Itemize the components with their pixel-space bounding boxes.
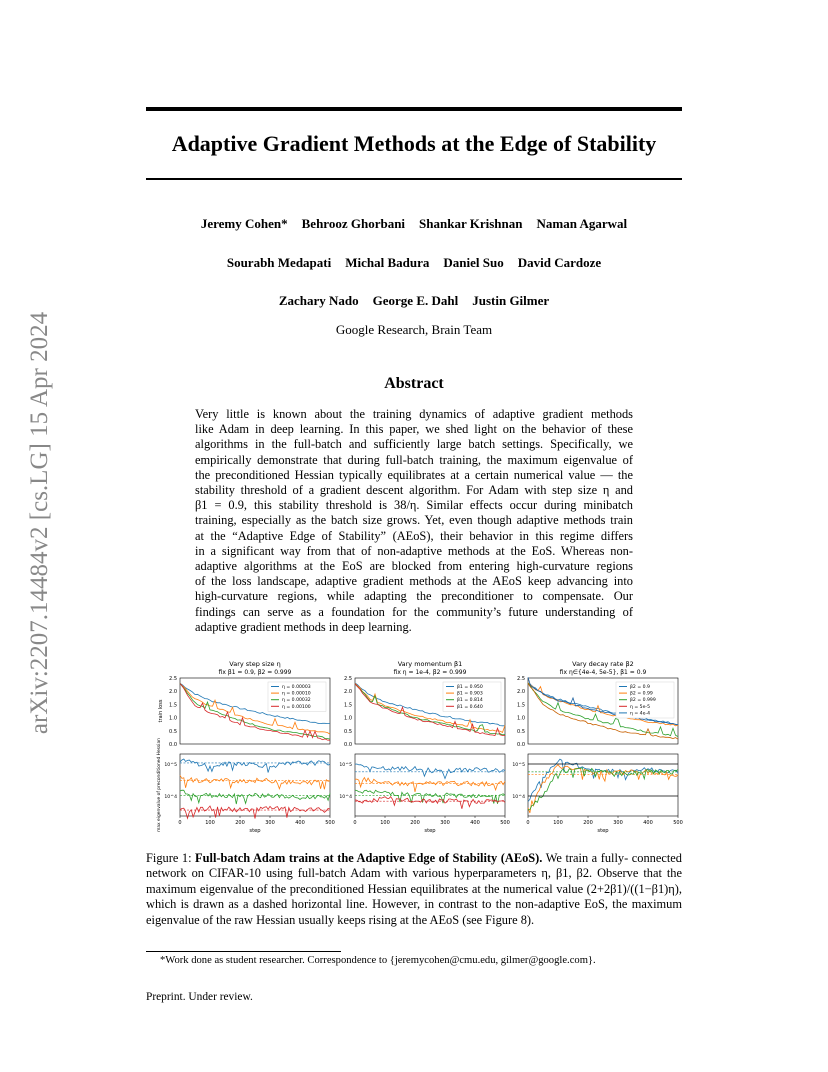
x-tick-label: 0 xyxy=(526,820,530,826)
y-tick-label: 10^4 xyxy=(512,795,525,800)
y-tick-label: 0.5 xyxy=(169,728,177,735)
series-line xyxy=(180,806,330,819)
abstract-line: the preconditioned Hessian typically equilibrates at a certain numerical value — the xyxy=(195,467,633,482)
abstract-line: stability threshold of a gradient descent algorithm. For Adam with step size η and xyxy=(195,483,633,498)
y-tick-label: 10^4 xyxy=(339,795,352,800)
legend-label: η = 0.00010 xyxy=(282,691,311,697)
author-name: David Cardoze xyxy=(517,255,602,270)
figure-caption xyxy=(146,851,682,928)
x-tick-label: 500 xyxy=(325,820,335,826)
caption-line: We train a fully- xyxy=(545,851,629,865)
panel-title: Vary momentum β1 xyxy=(397,660,463,668)
abstract-line: adaptive gradient methods in deep learning. xyxy=(195,619,412,634)
legend-label: η = 5e-5 xyxy=(630,704,651,710)
abstract-line: of the loss landscape, adaptive gradient methods at the AEoS keep advancing into xyxy=(195,574,633,589)
panel-subtitle: fix η = 1e-4, β2 = 0.999 xyxy=(393,669,467,676)
x-tick-label: 100 xyxy=(380,820,390,826)
y-tick-label: 2.0 xyxy=(517,689,525,696)
y-tick-label: 0.0 xyxy=(344,742,352,748)
x-tick-label: 100 xyxy=(553,820,563,826)
author-name: Behrooz Ghorbani xyxy=(301,216,406,231)
x-tick-label: 200 xyxy=(583,820,593,826)
panel-subtitle: fix η∈{4e-4, 5e-5}, β1 = 0.9 xyxy=(559,669,647,676)
x-tick-label: 400 xyxy=(470,820,480,826)
author-name: Daniel Suo xyxy=(443,255,504,270)
caption-line: value (2+2β1)/((1−β1)η), which is drawn as a dashed horizontal line. However, in contrast to the non-adaptive xyxy=(146,881,683,912)
legend-label: β1 = 0.640 xyxy=(457,704,483,710)
abstract-heading: Abstract xyxy=(384,375,444,392)
authors-row-3 xyxy=(146,293,682,309)
series-line xyxy=(528,759,678,801)
y-axis-label: train loss xyxy=(158,699,164,723)
x-tick-label: 300 xyxy=(613,820,623,826)
x-tick-label: 0 xyxy=(178,820,182,826)
caption-label: Figure 1: xyxy=(146,851,192,865)
x-tick-label: 200 xyxy=(410,820,420,826)
panel-subtitle: fix β1 = 0.9, β2 = 0.999 xyxy=(218,669,292,676)
abstract-line: at the “Adaptive Edge of Stability” (AEoS), their behavior in this regime differs xyxy=(195,528,633,543)
legend-label: β2 = 0.999 xyxy=(630,698,656,704)
x-tick-label: 100 xyxy=(205,820,215,826)
y-tick-label: 2.5 xyxy=(169,676,177,682)
x-tick-label: 300 xyxy=(440,820,450,826)
abstract-line: Very little is known about the training dynamics of adaptive gradient methods xyxy=(195,407,633,421)
abstract-line: training, especially as the batch size grows. Yet, even though adaptive methods train xyxy=(195,513,633,528)
y-axis-label: max eigenvalue of preconditioned Hessian xyxy=(157,738,162,832)
legend-label: β1 = 0.950 xyxy=(457,685,483,690)
y-tick-label: 1.0 xyxy=(517,715,525,722)
legend-label: β1 = 0.814 xyxy=(457,698,483,704)
footnote-rule xyxy=(146,951,341,952)
legend-label: β2 = 0.99 xyxy=(630,691,653,697)
y-tick-label: 10^5 xyxy=(164,763,177,768)
legend-label: β2 = 0.9 xyxy=(630,685,650,690)
top-rule xyxy=(146,107,682,111)
legend-label: η = 0.00100 xyxy=(282,704,311,710)
caption-line: EoS, the maximum eigenvalue of the raw Hessian usually keeps rising at the AEoS (see Figure 8). xyxy=(146,897,682,927)
y-tick-label: 10^5 xyxy=(512,763,525,768)
y-tick-label: 2.0 xyxy=(169,689,177,696)
y-tick-label: 10^4 xyxy=(164,795,177,800)
x-axis-label: step xyxy=(424,828,436,834)
x-tick-label: 400 xyxy=(295,820,305,826)
y-tick-label: 2.5 xyxy=(517,676,525,682)
y-tick-label: 1.0 xyxy=(344,715,352,722)
caption-bold: Full-batch Adam trains at the Adaptive Edge of Stability (AEoS). xyxy=(195,851,543,865)
author-name: Zachary Nado xyxy=(278,293,359,308)
abstract-line: findings can serve as a foundation for the community’s future understanding of xyxy=(195,604,633,619)
title-rule xyxy=(146,178,682,180)
panel-title: Vary decay rate β2 xyxy=(572,660,634,668)
abstract-line: in a significant way from that of non-adaptive methods at the EoS. Whereas non- xyxy=(195,543,633,558)
y-tick-label: 0.0 xyxy=(169,742,177,748)
series-line xyxy=(355,797,505,809)
author-name: Shankar Krishnan xyxy=(419,216,523,231)
legend-label: η = 0.00003 xyxy=(282,685,311,690)
panel-title: Vary step size η xyxy=(229,660,281,668)
author-name: Jeremy Cohen* xyxy=(200,216,288,231)
author-name: Naman Agarwal xyxy=(536,216,628,231)
x-axis-label: step xyxy=(597,828,609,834)
paper-title: Adaptive Gradient Methods at the Edge of Stability xyxy=(171,131,657,156)
abstract-line: like Adam in deep learning. In this paper, we shed light on the behavior of these xyxy=(195,422,633,437)
authors-row-1 xyxy=(146,216,682,232)
legend-label: η = 4e-4 xyxy=(630,711,651,717)
legend-label: β1 = 0.903 xyxy=(457,691,483,697)
y-tick-label: 1.5 xyxy=(517,702,525,709)
arxiv-identifier: arXiv:2207.14484v2 [cs.LG] 15 Apr 2024 xyxy=(26,311,53,735)
caption-line: Observe that the maximum eigenvalue of the preconditioned Hessian equilibrates at the numerical xyxy=(146,866,682,896)
caption-line: connected network on CIFAR-10 using full-batch Adam with various hyperparameters η, β1, β2. xyxy=(146,851,682,881)
y-tick-label: 0.5 xyxy=(517,728,525,735)
x-tick-label: 400 xyxy=(643,820,653,826)
x-tick-label: 300 xyxy=(265,820,275,826)
y-tick-label: 10^5 xyxy=(339,763,352,768)
legend-label: η = 0.00032 xyxy=(282,698,311,704)
abstract-text xyxy=(195,407,633,635)
y-tick-label: 1.5 xyxy=(169,702,177,709)
figure-1 xyxy=(140,658,688,838)
x-tick-label: 200 xyxy=(235,820,245,826)
abstract-line: β1 = 0.9, this stability threshold is 38/η. Similar effects occur during minibatch xyxy=(195,498,633,513)
affiliation: Google Research, Brain Team xyxy=(335,322,493,337)
panel-frame xyxy=(355,754,505,816)
footnote: *Work done as student researcher. Correspondence to {jeremycohen@cmu.edu, gilmer@google.com}. xyxy=(160,955,596,966)
x-tick-label: 0 xyxy=(353,820,357,826)
x-axis-label: step xyxy=(249,828,261,834)
author-name: Michal Badura xyxy=(345,255,430,270)
y-tick-label: 1.0 xyxy=(169,715,177,722)
series-line xyxy=(180,790,330,804)
series-line xyxy=(180,759,330,773)
preprint-note: Preprint. Under review. xyxy=(146,991,253,1003)
series-line xyxy=(355,778,505,792)
author-name: George E. Dahl xyxy=(372,293,459,308)
y-tick-label: 0.0 xyxy=(517,742,525,748)
panel-frame xyxy=(180,754,330,816)
abstract-line: high-curvature regions, while adapting the preconditioner to compensate. Our xyxy=(195,589,633,604)
series-line xyxy=(180,775,330,789)
x-tick-label: 500 xyxy=(500,820,510,826)
x-tick-label: 500 xyxy=(673,820,683,826)
y-tick-label: 1.5 xyxy=(344,702,352,709)
series-line xyxy=(355,764,505,779)
abstract-line: algorithms in the full-batch and sufficiently large batch settings. Specifically, we xyxy=(195,437,633,452)
abstract-line: empirically demonstrate that during full-batch training, the maximum eigenvalue of xyxy=(195,452,633,467)
authors-row-2 xyxy=(146,255,682,271)
abstract-line: adaptive algorithms at the EoS are blocked from entering high-curvature regions xyxy=(195,559,633,574)
panel-frame xyxy=(528,754,678,816)
y-tick-label: 0.5 xyxy=(344,728,352,735)
y-tick-label: 2.5 xyxy=(344,676,352,682)
y-tick-label: 2.0 xyxy=(344,689,352,696)
author-name: Justin Gilmer xyxy=(472,293,550,308)
author-name: Sourabh Medapati xyxy=(226,255,332,270)
